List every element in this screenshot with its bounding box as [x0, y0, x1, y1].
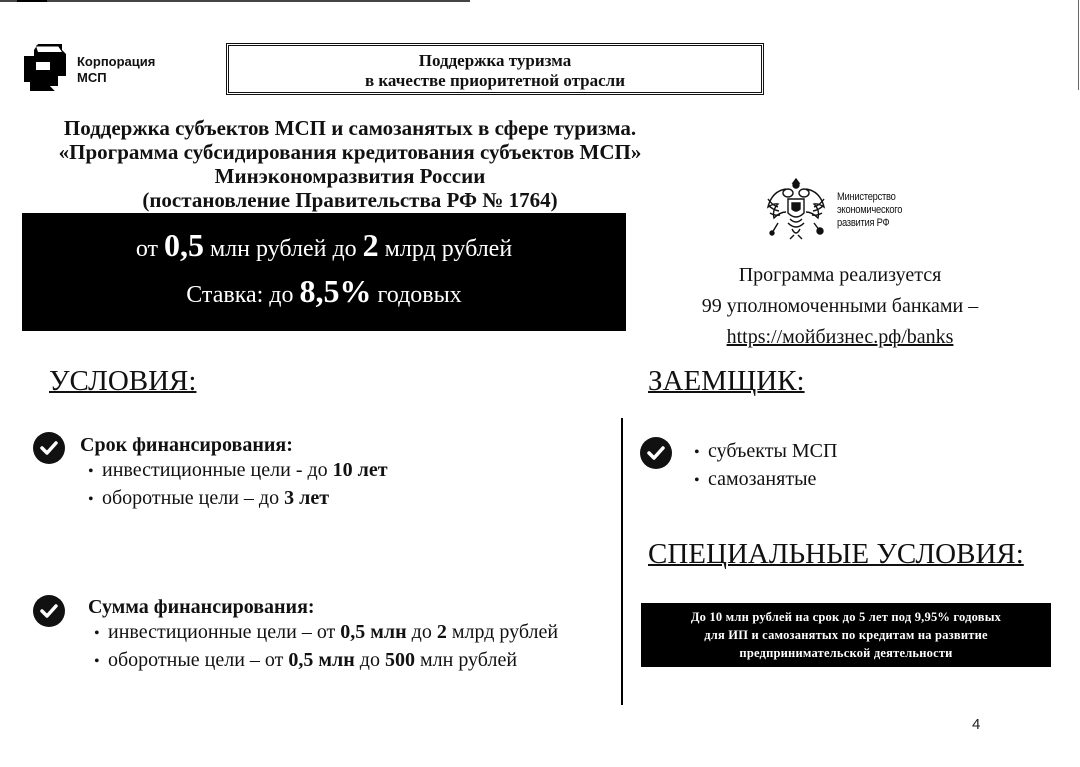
- ministry-line-1: Министерство: [837, 191, 896, 203]
- text: инвестиционные цели – от: [108, 621, 341, 643]
- logo-text: [77, 54, 155, 86]
- text: млн рублей до: [203, 236, 363, 262]
- special-conditions-title: СПЕЦИАЛЬНЫЕ УСЛОВИЯ:: [648, 538, 1024, 570]
- ministry-line-2: экономического: [837, 204, 903, 216]
- text: годовых: [371, 282, 462, 308]
- special-conditions-box: [641, 603, 1051, 667]
- check-circle-icon: [33, 595, 65, 627]
- program-info: [680, 260, 1000, 353]
- text: Ставка: до: [186, 282, 300, 308]
- text: до: [354, 649, 385, 671]
- amount-list: [94, 619, 558, 675]
- rate-value: 8,5%: [299, 273, 372, 309]
- corporation-msp-logo: [22, 42, 172, 92]
- text: от: [135, 236, 164, 262]
- ministry-name: [837, 191, 902, 230]
- amount-heading: Сумма финансирования:: [88, 596, 315, 618]
- rate-line: [22, 273, 626, 310]
- amount-max: 2: [436, 621, 447, 643]
- amount-max: 500: [384, 649, 415, 671]
- list-item: [94, 647, 558, 675]
- column-divider: [621, 418, 623, 705]
- page-number: 4: [972, 716, 981, 733]
- text: млрд рублей: [446, 621, 559, 643]
- title-line-1: Поддержка туризма: [418, 51, 572, 70]
- max-amount: 2: [362, 227, 379, 263]
- list-item: [94, 619, 558, 647]
- term-value: 3 лет: [284, 487, 330, 509]
- headline-line-2: «Программа субсидирования кредитования субъектов МСП»: [58, 140, 642, 164]
- program-line-1: Программа реализуется: [738, 264, 942, 286]
- scan-artifact-line: [0, 0, 470, 2]
- amount-min: 0,5 млн: [340, 621, 407, 643]
- special-line-3: предпринимательской деятельности: [739, 646, 953, 660]
- logo-line-1: Корпорация: [77, 54, 156, 69]
- list-item: [88, 457, 388, 485]
- amount-min: 0,5 млн: [288, 649, 355, 671]
- term-value: 10 лет: [332, 459, 388, 481]
- program-line-2: 99 уполномоченными банками –: [701, 295, 979, 317]
- scan-artifact-edge: [1078, 0, 1079, 90]
- loan-terms-banner: [22, 213, 626, 331]
- check-circle-icon: [33, 432, 65, 464]
- min-amount: 0,5: [163, 227, 204, 263]
- list-item: • самозанятые: [694, 466, 837, 494]
- term-list: [88, 457, 388, 513]
- text: оборотные цели – до: [102, 487, 285, 509]
- check-circle-icon: [640, 437, 672, 469]
- title-box: [226, 43, 764, 95]
- special-line-2: для ИП и самозанятых по кредитам на развитие: [704, 628, 988, 642]
- list-item: [88, 485, 388, 513]
- logo-line-2: МСП: [77, 70, 107, 85]
- text: млрд рублей: [378, 236, 513, 262]
- list-item: • субъекты МСП: [694, 438, 837, 466]
- text: млн рублей: [414, 649, 518, 671]
- coat-of-arms-icon: [764, 175, 828, 241]
- text: оборотные цели – от: [108, 649, 289, 671]
- headline-line-1: Поддержка субъектов МСП и самозанятых в сфере туризма.: [63, 116, 637, 140]
- headline: [40, 116, 660, 212]
- banks-link[interactable]: https://мойбизнес.рф/banks: [726, 326, 954, 348]
- text: до: [406, 621, 437, 643]
- ministry-logo: [764, 175, 964, 245]
- headline-line-3: Минэкономразвития России: [214, 164, 486, 188]
- scan-artifact-mark: [17, 0, 47, 2]
- headline-line-4: (постановление Правительства РФ № 1764): [142, 188, 558, 212]
- borrower-list: [694, 438, 837, 494]
- msp-logo-icon: [22, 42, 72, 92]
- term-heading: Срок финансирования:: [80, 434, 293, 456]
- conditions-title: УСЛОВИЯ:: [49, 365, 197, 397]
- text: инвестиционные цели - до: [102, 459, 333, 481]
- borrower-title: ЗАЕМЩИК:: [648, 365, 805, 397]
- title-line-2: в качестве приоритетной отрасли: [364, 71, 626, 90]
- special-line-1: До 10 млн рублей на срок до 5 лет под 9,95% годовых: [690, 610, 1002, 624]
- ministry-line-3: развития РФ: [837, 217, 890, 229]
- loan-amount-line: [22, 227, 626, 264]
